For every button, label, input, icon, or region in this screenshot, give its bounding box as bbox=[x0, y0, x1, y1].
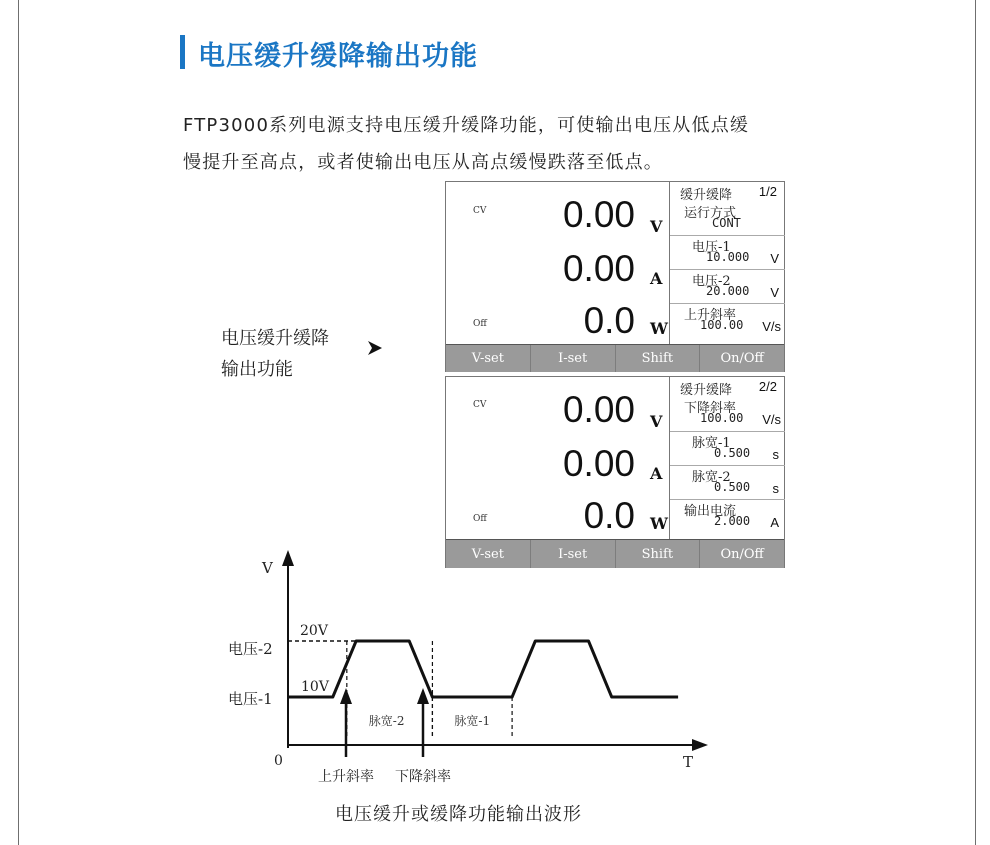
param-unit: A bbox=[770, 515, 779, 530]
output-off-indicator: Off bbox=[473, 514, 487, 524]
power-reading: 0.0 bbox=[583, 495, 635, 536]
param-unit: V/s bbox=[762, 319, 781, 334]
shift-button[interactable]: Shift bbox=[615, 540, 700, 568]
current-reading: 0.00 bbox=[562, 248, 635, 289]
param-value: 0.500 bbox=[714, 446, 751, 460]
param-label: 电压-1 bbox=[692, 240, 731, 255]
menu-title: 缓升缓降 bbox=[680, 383, 733, 398]
y-axis-arrow-icon bbox=[282, 550, 294, 566]
v-set-button[interactable]: V-set bbox=[471, 546, 504, 562]
shift-button[interactable]: Shift bbox=[615, 345, 700, 372]
on-off-button[interactable]: On/Off bbox=[699, 345, 784, 372]
voltage-2-axis-label: 电压-2 bbox=[228, 640, 273, 658]
param-unit: s bbox=[772, 481, 779, 496]
menu-title: 缓升缓降 bbox=[680, 188, 733, 203]
power-unit: W bbox=[650, 514, 668, 533]
page-indicator: 2/2 bbox=[758, 379, 777, 394]
voltage-reading: 0.00 bbox=[562, 389, 635, 430]
slope-label: 下降斜率 bbox=[395, 769, 451, 785]
description-line-2: 慢提升至高点，或者使输出电压从高点缓慢跌落至低点。 bbox=[183, 152, 663, 173]
voltage-unit: V bbox=[650, 217, 663, 236]
param-label: 输出电流 bbox=[684, 504, 737, 519]
slope-arrow-icon bbox=[340, 688, 352, 704]
voltage-unit: V bbox=[650, 412, 663, 431]
param-label: 运行方式 bbox=[684, 206, 737, 221]
param-label: 脉宽-1 bbox=[692, 436, 731, 451]
level-20v-label: 20V bbox=[300, 623, 328, 639]
param-label: 电压-2 bbox=[692, 274, 731, 289]
on-off-button[interactable]: On/Off bbox=[699, 540, 784, 568]
param-unit: V/s bbox=[762, 412, 781, 427]
param-label: 脉宽-2 bbox=[692, 470, 731, 485]
power-unit: W bbox=[650, 319, 668, 338]
param-value: 10.000 bbox=[706, 250, 750, 264]
mode-cv-indicator: CV bbox=[473, 206, 487, 216]
output-off-indicator: Off bbox=[473, 319, 487, 329]
pulse-width-label: 脉宽-1 bbox=[454, 714, 491, 728]
origin-label: 0 bbox=[274, 753, 283, 769]
param-label: 下降斜率 bbox=[684, 401, 737, 416]
chart-caption: 电压缓升或缓降功能输出波形 bbox=[335, 804, 582, 825]
voltage-reading: 0.00 bbox=[562, 194, 635, 235]
param-unit: V bbox=[770, 285, 779, 300]
level-10v-label: 10V bbox=[301, 679, 329, 695]
param-value: 100.00 bbox=[700, 318, 744, 332]
function-label-line-1: 电压缓升缓降 bbox=[221, 328, 329, 349]
slope-label: 上升斜率 bbox=[318, 769, 374, 785]
param-value: 2.000 bbox=[714, 514, 751, 528]
x-axis-arrow-icon bbox=[692, 739, 708, 751]
mode-cv-indicator: CV bbox=[473, 400, 487, 410]
page-indicator: 1/2 bbox=[758, 184, 777, 199]
param-value: 20.000 bbox=[706, 284, 750, 298]
param-unit: V bbox=[770, 251, 779, 266]
param-unit: s bbox=[772, 447, 779, 462]
current-unit: A bbox=[650, 464, 663, 483]
param-value: 100.00 bbox=[700, 411, 744, 425]
y-axis-label: V bbox=[262, 559, 273, 577]
v-set-button[interactable]: V-set bbox=[471, 351, 504, 366]
voltage-1-axis-label: 电压-1 bbox=[228, 690, 273, 708]
param-label: 上升斜率 bbox=[684, 308, 737, 323]
param-value: 0.500 bbox=[714, 480, 751, 494]
function-label-line-2: 输出功能 bbox=[221, 359, 293, 380]
param-value: CONT bbox=[712, 216, 741, 230]
page-title: 电压缓升缓降输出功能 bbox=[198, 41, 478, 72]
i-set-button[interactable]: I-set bbox=[530, 345, 615, 372]
power-reading: 0.0 bbox=[583, 300, 635, 341]
i-set-button[interactable]: I-set bbox=[530, 540, 615, 568]
pulse-width-label: 脉宽-2 bbox=[368, 714, 405, 728]
description-line-1: FTP3000系列电源支持电压缓升缓降功能，可使输出电压从低点缓 bbox=[183, 115, 750, 136]
slope-arrow-icon bbox=[417, 688, 429, 704]
current-reading: 0.00 bbox=[562, 443, 635, 484]
x-axis-label: T bbox=[683, 753, 694, 771]
slope-annotations bbox=[318, 688, 451, 785]
current-unit: A bbox=[650, 269, 663, 288]
